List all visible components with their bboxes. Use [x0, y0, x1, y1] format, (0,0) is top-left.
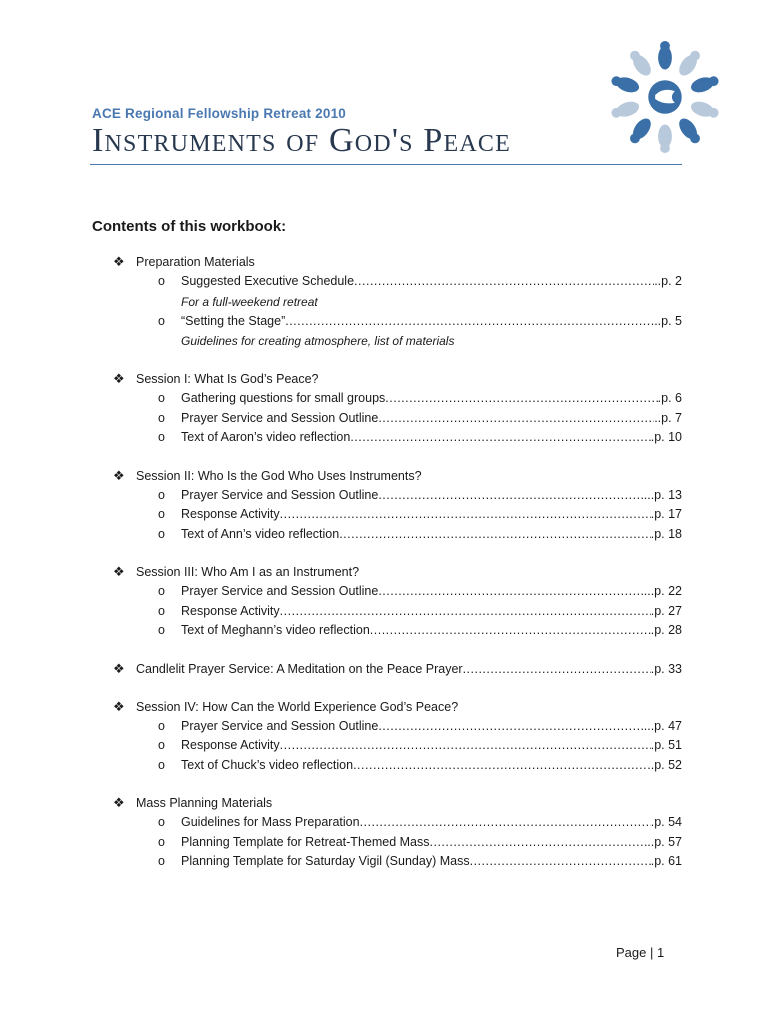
- circle-bullet-icon: o: [158, 526, 165, 541]
- toc-entry: [0, 428, 770, 448]
- toc-page-ref: ...p. 13: [643, 487, 682, 502]
- toc-entry-title: Response Activity: [181, 738, 280, 752]
- toc-page-ref: .p. 54: [650, 815, 682, 829]
- toc-entry-note: Guidelines for creating atmosphere, list of materials: [181, 334, 455, 348]
- dot-leader: [339, 525, 651, 545]
- circle-bullet-icon: o: [158, 757, 165, 772]
- toc-entry-title: Suggested Executive Schedule: [181, 274, 355, 288]
- dot-leader: [378, 486, 643, 506]
- toc-entry-title: Gathering questions for small groups: [181, 391, 386, 405]
- circle-bullet-icon: o: [158, 738, 165, 752]
- toc-entry-title: Planning Template for Retreat-Themed Mass: [181, 834, 430, 849]
- circle-bullet-icon: o: [158, 430, 165, 444]
- dot-leader: [470, 852, 651, 872]
- toc-entry: [0, 717, 770, 737]
- toc-page-ref: .p. 10: [650, 430, 682, 444]
- toc-section: [0, 697, 770, 776]
- toc-page-ref: .p. 6: [657, 391, 682, 405]
- toc-section: [0, 466, 770, 545]
- toc-entry-title: Prayer Service and Session Outline: [181, 718, 379, 733]
- toc-entry: [0, 505, 770, 525]
- toc-entry-title: Guidelines for Mass Preparation: [181, 815, 360, 829]
- toc-entry: [0, 486, 770, 506]
- page-number: 1: [657, 945, 665, 960]
- circle-bullet-icon: o: [158, 854, 165, 868]
- toc-section-heading: [0, 369, 770, 389]
- toc-page-ref: .p. 28: [650, 623, 682, 637]
- toc-section: [0, 793, 770, 872]
- toc-section-title: Candlelit Prayer Service: A Meditation on the Peace Prayer: [136, 661, 463, 676]
- toc-page-ref: .p. 33: [650, 661, 682, 676]
- toc-section: [0, 562, 770, 641]
- toc-section-heading: [0, 659, 770, 679]
- circle-bullet-icon: o: [158, 584, 165, 598]
- diamond-bullet-icon: ❖: [113, 467, 125, 483]
- toc-page-ref: ..p. 57: [647, 834, 682, 849]
- circle-bullet-icon: o: [158, 623, 165, 637]
- circle-bullet-icon: o: [158, 391, 165, 405]
- toc-section-title: Mass Planning Materials: [136, 796, 273, 810]
- toc-entry: [0, 389, 770, 409]
- circle-bullet-icon: o: [158, 487, 165, 502]
- diamond-bullet-icon: ❖: [113, 660, 125, 676]
- toc-section-title: Session I: What Is God’s Peace?: [136, 372, 319, 386]
- toc-section-heading: [0, 252, 770, 272]
- page-title: Instruments of God's Peace: [92, 122, 511, 159]
- toc-entry-title: Planning Template for Saturday Vigil (Sunday) Mass: [181, 854, 470, 868]
- circle-bullet-icon: o: [158, 834, 165, 849]
- circle-bullet-icon: o: [158, 603, 165, 618]
- toc-page-ref: ..p. 7: [654, 410, 682, 425]
- toc-entry: [0, 756, 770, 776]
- toc-section-heading: [0, 793, 770, 813]
- dot-leader: [463, 659, 651, 679]
- dot-leader: [360, 813, 651, 833]
- table-of-contents: [0, 252, 770, 890]
- title-rule: [90, 164, 682, 165]
- diamond-bullet-icon: ❖: [113, 254, 125, 269]
- toc-page-ref: .p. 17: [650, 507, 682, 521]
- dot-leader: [378, 582, 643, 602]
- toc-entry-title: Response Activity: [181, 603, 280, 618]
- diamond-bullet-icon: ❖: [113, 564, 125, 579]
- circle-bullet-icon: o: [158, 718, 165, 733]
- toc-section-heading: [0, 466, 770, 486]
- diamond-bullet-icon: ❖: [113, 795, 125, 810]
- toc-entry: [0, 621, 770, 641]
- dot-leader: [370, 621, 651, 641]
- toc-entry-title: Prayer Service and Session Outline: [181, 410, 379, 425]
- diamond-bullet-icon: ❖: [113, 698, 125, 714]
- toc-section-heading: [0, 562, 770, 582]
- toc-page-ref: ...p. 47: [643, 718, 682, 733]
- toc-page-ref: ..p. 52: [647, 757, 682, 772]
- toc-entry: [0, 852, 770, 872]
- toc-entry-title: Response Activity: [181, 507, 280, 521]
- dot-leader: [385, 389, 657, 409]
- contents-heading: Contents of this workbook:: [92, 218, 287, 235]
- toc-section-title: Session IV: How Can the World Experience God’s Peace?: [136, 699, 459, 714]
- circle-bullet-icon: o: [158, 410, 165, 425]
- diamond-bullet-icon: ❖: [113, 371, 125, 386]
- toc-entry: [0, 736, 770, 756]
- toc-entry: [0, 813, 770, 833]
- toc-section-title: Session III: Who Am I as an Instrument?: [136, 565, 360, 579]
- circle-bullet-icon: o: [158, 313, 165, 328]
- toc-entry: [0, 409, 770, 429]
- dot-leader: [430, 833, 648, 853]
- toc-entry-title: Text of Chuck’s video reflection: [181, 757, 354, 772]
- toc-page-ref: ...p. 22: [643, 584, 682, 598]
- toc-entry-note: For a full-weekend retreat: [181, 294, 318, 309]
- toc-entry: [0, 833, 770, 853]
- toc-section: [0, 369, 770, 448]
- dot-leader: [280, 602, 651, 622]
- toc-page-ref: ...p. 5: [650, 313, 682, 328]
- dot-leader: [378, 717, 643, 737]
- toc-section: [0, 252, 770, 351]
- dot-leader: [280, 736, 651, 756]
- peace-circle-logo: [606, 38, 724, 156]
- toc-page-ref: .p. 61: [650, 854, 682, 868]
- toc-entry-title: Prayer Service and Session Outline: [181, 584, 379, 598]
- dot-leader: [354, 272, 654, 292]
- toc-entry-title: Prayer Service and Session Outline: [181, 487, 379, 502]
- toc-entry-title: Text of Ann’s video reflection: [181, 526, 340, 541]
- toc-section: [0, 659, 770, 679]
- toc-section-title: Preparation Materials: [136, 255, 255, 269]
- page-label: Page: [616, 945, 647, 960]
- dot-leader: [378, 409, 654, 429]
- toc-entry: [0, 602, 770, 622]
- toc-section-heading: [0, 697, 770, 717]
- toc-entry: [0, 272, 770, 292]
- toc-page-ref: .p. 18: [650, 526, 682, 541]
- toc-entry: [0, 312, 770, 332]
- toc-entry-title: Text of Aaron’s video reflection: [181, 430, 351, 444]
- page-footer: [616, 945, 664, 960]
- dot-leader: [280, 505, 651, 525]
- toc-page-ref: .p. 51: [650, 738, 682, 752]
- circle-bullet-icon: o: [158, 274, 165, 288]
- toc-section-title: Session II: Who Is the God Who Uses Instruments?: [136, 468, 422, 483]
- retreat-kicker: ACE Regional Fellowship Retreat 2010: [92, 106, 347, 121]
- dot-leader: [285, 312, 650, 332]
- toc-page-ref: ..p. 2: [654, 274, 682, 288]
- page-separator: |: [650, 945, 654, 960]
- dot-leader: [353, 756, 647, 776]
- toc-page-ref: .p. 27: [650, 603, 682, 618]
- toc-entry-title: “Setting the Stage”: [181, 313, 286, 328]
- toc-entry-title: Text of Meghann’s video reflection: [181, 623, 370, 637]
- circle-bullet-icon: o: [158, 815, 165, 829]
- circle-bullet-icon: o: [158, 507, 165, 521]
- toc-entry: [0, 582, 770, 602]
- dot-leader: [350, 428, 650, 448]
- toc-entry: [0, 525, 770, 545]
